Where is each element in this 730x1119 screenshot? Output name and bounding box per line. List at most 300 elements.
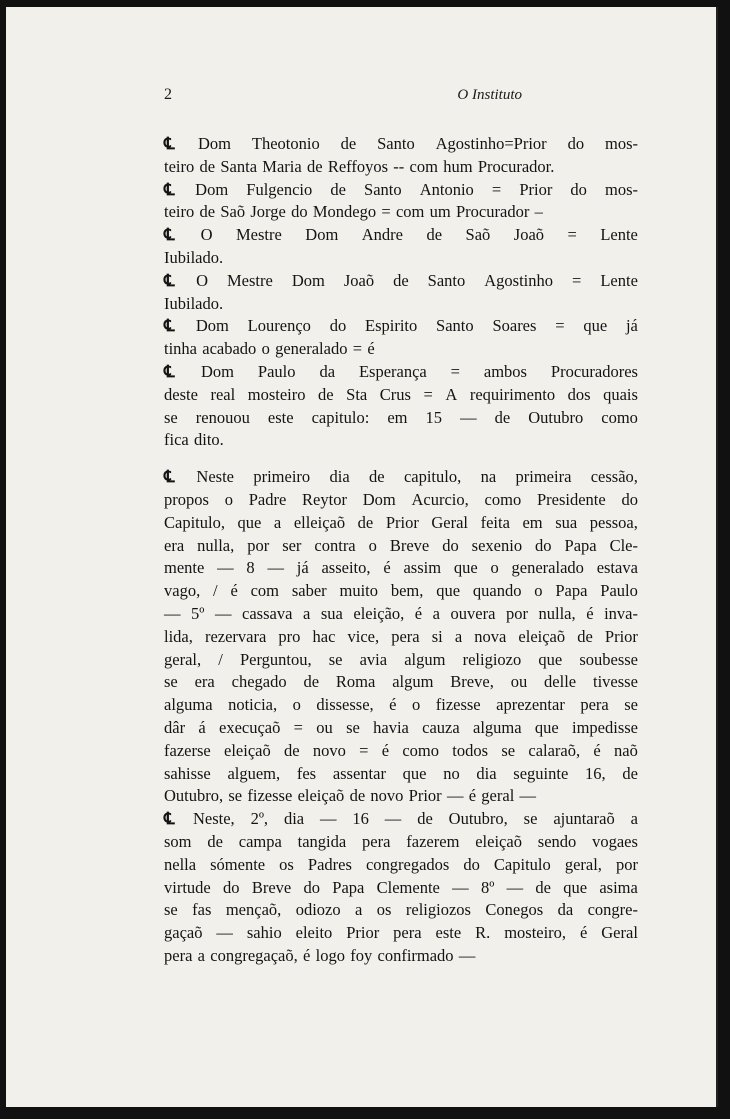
word: Espirito bbox=[365, 316, 418, 336]
word: com bbox=[409, 156, 438, 176]
word: é bbox=[383, 558, 391, 578]
word: = bbox=[293, 717, 303, 737]
word: = bbox=[450, 361, 460, 381]
pilcrow-icon: ℄ bbox=[164, 467, 175, 487]
word: deste bbox=[164, 384, 198, 404]
word: inva- bbox=[604, 603, 638, 623]
word: — bbox=[458, 945, 476, 965]
word: a bbox=[432, 603, 440, 623]
word: Santo bbox=[436, 316, 474, 336]
word: Dom bbox=[195, 316, 229, 336]
word: mente bbox=[164, 558, 205, 578]
word: Andre bbox=[361, 225, 403, 245]
word: cauza bbox=[422, 717, 460, 737]
word: real bbox=[210, 384, 236, 404]
word: na bbox=[480, 467, 497, 487]
word: = bbox=[572, 270, 582, 290]
word: um bbox=[429, 202, 451, 222]
page-number: 2 bbox=[164, 86, 172, 103]
word: asima bbox=[599, 877, 638, 897]
text-line bbox=[164, 179, 638, 202]
word: Dom bbox=[305, 225, 339, 245]
word: Neste, bbox=[192, 809, 235, 829]
word: eleiçaõ bbox=[224, 740, 271, 760]
word: que bbox=[453, 558, 478, 578]
word: alguma bbox=[164, 695, 213, 715]
text-line bbox=[164, 247, 638, 270]
word: Iubilado. bbox=[164, 247, 224, 267]
word: novo bbox=[370, 786, 404, 806]
word: – bbox=[534, 202, 543, 222]
word: Padres bbox=[307, 854, 352, 874]
word: dito. bbox=[194, 430, 224, 450]
word: tangida bbox=[297, 831, 347, 851]
word: 16 bbox=[352, 809, 369, 829]
word: Geral bbox=[601, 923, 638, 943]
word: Agostinho bbox=[484, 270, 554, 290]
word: Lourenço bbox=[247, 316, 311, 336]
word: O bbox=[196, 270, 208, 290]
text-line bbox=[164, 899, 638, 922]
word: som bbox=[164, 831, 192, 851]
word: estava bbox=[596, 558, 638, 578]
word: / bbox=[213, 581, 218, 601]
word: Outubro, bbox=[448, 809, 508, 829]
paragraph bbox=[164, 361, 638, 452]
word: Mestre bbox=[227, 270, 273, 290]
word: requirimento bbox=[469, 384, 556, 404]
word: de bbox=[426, 225, 443, 245]
text-line bbox=[164, 877, 638, 900]
word: que bbox=[237, 512, 262, 532]
word: — bbox=[164, 603, 181, 623]
word: em bbox=[522, 512, 543, 532]
page-header bbox=[164, 86, 618, 106]
word: este bbox=[267, 407, 294, 427]
word: Prior bbox=[519, 179, 553, 199]
word: a bbox=[454, 626, 463, 646]
word: Prior bbox=[346, 923, 380, 943]
word: do bbox=[291, 202, 308, 222]
word: todos bbox=[452, 740, 489, 760]
word: Dom bbox=[201, 361, 234, 381]
word: gaçaõ bbox=[164, 923, 203, 943]
word: propos bbox=[164, 489, 209, 509]
word: asseito, bbox=[321, 558, 371, 578]
word: Dom bbox=[195, 179, 229, 199]
word: alguem, bbox=[227, 763, 281, 783]
word: Lente bbox=[600, 225, 638, 245]
word: -- bbox=[393, 156, 405, 176]
word: alguma bbox=[473, 717, 522, 737]
text-line bbox=[164, 740, 638, 763]
word: — bbox=[214, 603, 232, 623]
text-line bbox=[164, 224, 638, 247]
word: ajuntaraõ bbox=[553, 809, 615, 829]
word: naõ bbox=[614, 740, 638, 760]
word: cessão, bbox=[590, 467, 638, 487]
word: 16, bbox=[584, 763, 606, 783]
word: pera bbox=[391, 626, 420, 646]
word: primeiro bbox=[253, 467, 311, 487]
word: 8º bbox=[480, 877, 495, 897]
word: Prior bbox=[604, 626, 638, 646]
word: bem, bbox=[390, 581, 424, 601]
word: renouou bbox=[195, 407, 250, 427]
word: á bbox=[198, 717, 206, 737]
word: novo bbox=[312, 740, 346, 760]
pilcrow-icon: ℄ bbox=[164, 134, 175, 153]
word: Geral bbox=[431, 512, 469, 532]
word: no bbox=[443, 763, 460, 783]
word: dissesse, bbox=[316, 695, 374, 715]
word: como bbox=[402, 740, 440, 760]
word: é bbox=[381, 740, 390, 760]
word: assentar bbox=[332, 763, 386, 783]
text-line bbox=[164, 133, 638, 156]
word: ou bbox=[510, 672, 528, 692]
word: Iubilado. bbox=[164, 293, 224, 313]
word: geral, bbox=[564, 854, 602, 874]
paragraph-gap bbox=[164, 452, 638, 466]
word: Theotonio bbox=[251, 134, 320, 153]
word: se bbox=[164, 672, 178, 692]
word: já bbox=[625, 316, 638, 336]
word: de bbox=[199, 202, 216, 222]
word: Conegos bbox=[485, 900, 544, 920]
word: eleiçaõ bbox=[475, 831, 522, 851]
text-line bbox=[164, 945, 638, 968]
word: foy bbox=[350, 945, 373, 965]
word: assim bbox=[403, 558, 442, 578]
word: A bbox=[445, 384, 458, 404]
word: — bbox=[446, 786, 464, 806]
word: elleiçaõ bbox=[293, 512, 346, 532]
paragraph bbox=[164, 133, 638, 179]
word: sahio bbox=[246, 923, 282, 943]
pilcrow-icon: ℄ bbox=[164, 270, 175, 290]
word: ser bbox=[282, 535, 302, 555]
word: pessoa, bbox=[589, 512, 638, 532]
word: sahisse bbox=[164, 763, 211, 783]
word: Mestre bbox=[235, 225, 282, 245]
word: capitulo: bbox=[311, 407, 370, 427]
text-line bbox=[164, 338, 638, 361]
word: é bbox=[389, 695, 397, 715]
word: Breve, bbox=[450, 672, 494, 692]
word: Santo bbox=[364, 179, 402, 199]
word: em bbox=[387, 407, 408, 427]
word: pera bbox=[580, 695, 609, 715]
text-line bbox=[164, 649, 638, 672]
word: — bbox=[452, 877, 469, 897]
word: mosteiro bbox=[247, 384, 306, 404]
word: execuçaõ bbox=[219, 717, 281, 737]
word: mençaõ, bbox=[225, 900, 282, 920]
word: Clemente bbox=[376, 877, 440, 897]
text-line bbox=[164, 315, 638, 338]
word: primeira bbox=[515, 467, 572, 487]
word: Papa bbox=[332, 877, 365, 897]
word: ambos bbox=[483, 361, 527, 381]
word: Crus bbox=[379, 384, 411, 404]
word: ouvera bbox=[450, 603, 496, 623]
word: — bbox=[320, 809, 337, 829]
pilcrow-icon: ℄ bbox=[164, 361, 175, 381]
word: é bbox=[593, 740, 601, 760]
word: se bbox=[328, 649, 343, 669]
word: — bbox=[267, 558, 284, 578]
word: Breve bbox=[389, 535, 430, 555]
text-line bbox=[164, 512, 638, 535]
paragraph bbox=[164, 224, 638, 270]
word: — bbox=[519, 786, 537, 806]
word: Soares bbox=[492, 316, 537, 336]
word: Outubro, bbox=[164, 786, 224, 806]
word: teiro bbox=[164, 202, 195, 222]
word: de bbox=[330, 179, 346, 199]
word: se bbox=[164, 900, 178, 920]
word: muito bbox=[339, 581, 379, 601]
word: pera bbox=[362, 831, 391, 851]
word: Prior bbox=[408, 786, 442, 806]
text-line bbox=[164, 201, 638, 224]
word: o bbox=[534, 581, 543, 601]
word: Saõ bbox=[220, 202, 246, 222]
word: quais bbox=[603, 384, 638, 404]
text-line bbox=[164, 763, 638, 786]
word: do bbox=[303, 877, 320, 897]
word: de bbox=[622, 763, 638, 783]
word: acabado bbox=[202, 339, 257, 359]
word: o bbox=[261, 339, 270, 359]
paragraph bbox=[164, 270, 638, 316]
word: sua bbox=[320, 603, 343, 623]
word: a bbox=[630, 809, 638, 829]
word: Outubro bbox=[528, 407, 584, 427]
text-line bbox=[164, 489, 638, 512]
word: calaraõ, bbox=[528, 740, 581, 760]
word: o bbox=[292, 695, 301, 715]
word: Procuradores bbox=[550, 361, 638, 381]
word: religiozo bbox=[462, 649, 522, 669]
word: do bbox=[223, 877, 240, 897]
running-title: O Instituto bbox=[457, 87, 522, 103]
word: pera bbox=[164, 945, 193, 965]
word: Presidente bbox=[536, 489, 606, 509]
word: Reytor bbox=[302, 489, 347, 509]
text-line bbox=[164, 384, 638, 407]
word: é bbox=[414, 603, 423, 623]
word: Agostinho=Prior bbox=[435, 134, 547, 153]
word: se bbox=[228, 786, 243, 806]
word: pera bbox=[393, 923, 422, 943]
word: sómente bbox=[210, 854, 266, 874]
text-line bbox=[164, 854, 638, 877]
paragraph bbox=[164, 466, 638, 808]
word: Dom bbox=[197, 134, 231, 153]
word: virtude bbox=[164, 877, 211, 897]
word: geral bbox=[481, 786, 515, 806]
word: logo bbox=[315, 945, 345, 965]
word: por bbox=[615, 854, 638, 874]
word: nella bbox=[164, 854, 197, 874]
word: seguinte bbox=[513, 763, 569, 783]
word: que bbox=[583, 316, 608, 336]
word: Cle- bbox=[609, 535, 638, 555]
word: religiozos bbox=[405, 900, 471, 920]
paragraph bbox=[164, 808, 638, 968]
word: hum bbox=[443, 156, 473, 176]
word: Sta bbox=[346, 384, 368, 404]
word: como bbox=[484, 489, 522, 509]
word: congregaçaõ, bbox=[210, 945, 298, 965]
word: aprezentar bbox=[496, 695, 565, 715]
word: lida, bbox=[164, 626, 193, 646]
word: por bbox=[505, 603, 528, 623]
word: Procurador. bbox=[477, 156, 555, 176]
word: 8 bbox=[246, 558, 255, 578]
word: de bbox=[207, 831, 223, 851]
word: hac bbox=[312, 626, 336, 646]
word: era bbox=[194, 672, 215, 692]
word: congregados bbox=[365, 854, 450, 874]
word: por bbox=[247, 535, 270, 555]
word: de bbox=[306, 156, 323, 176]
word: saber bbox=[291, 581, 327, 601]
word: de bbox=[417, 809, 433, 829]
text-line bbox=[164, 808, 638, 831]
word: Breve bbox=[251, 877, 292, 897]
word: tinha bbox=[164, 339, 197, 359]
word: Esperança bbox=[358, 361, 427, 381]
word: mosteiro, bbox=[504, 923, 567, 943]
word: eleiçaõ bbox=[297, 786, 345, 806]
word: de bbox=[340, 134, 357, 153]
word: avia bbox=[359, 649, 388, 669]
word: Dom bbox=[362, 489, 396, 509]
word: eleito bbox=[295, 923, 333, 943]
body-text bbox=[164, 133, 638, 968]
word: Papa bbox=[555, 581, 588, 601]
word: o bbox=[224, 489, 233, 509]
word: sendo bbox=[537, 831, 577, 851]
word: era bbox=[164, 535, 185, 555]
text-line bbox=[164, 429, 638, 452]
word: = bbox=[567, 225, 577, 245]
word: Mondego bbox=[312, 202, 377, 222]
word: com bbox=[250, 581, 280, 601]
word: Prior bbox=[385, 512, 419, 532]
word: Paulo bbox=[257, 361, 296, 381]
word: quando bbox=[472, 581, 522, 601]
word: Paulo bbox=[600, 581, 638, 601]
word: da bbox=[557, 900, 574, 920]
text-line bbox=[164, 270, 638, 293]
word: noticia, bbox=[228, 695, 278, 715]
word: delle bbox=[544, 672, 577, 692]
word: vago, bbox=[164, 581, 201, 601]
word: do bbox=[442, 535, 459, 555]
word: se bbox=[346, 717, 360, 737]
word: — bbox=[506, 877, 524, 897]
word: fizesse bbox=[435, 695, 481, 715]
word: Roma bbox=[335, 672, 376, 692]
word: / bbox=[218, 649, 223, 669]
word: vogaes bbox=[592, 831, 638, 851]
word: nulla, bbox=[538, 603, 576, 623]
word: Fulgencio bbox=[246, 179, 313, 199]
word: é bbox=[230, 581, 238, 601]
text-line bbox=[164, 293, 638, 316]
word: generalado bbox=[511, 558, 584, 578]
word: 2º, bbox=[250, 809, 269, 829]
word: de bbox=[494, 407, 511, 427]
word: é bbox=[586, 603, 594, 623]
word: o bbox=[368, 535, 377, 555]
text-line bbox=[164, 535, 638, 558]
word: que bbox=[538, 649, 563, 669]
word: o bbox=[490, 558, 499, 578]
word: Procurador bbox=[456, 202, 530, 222]
word: R. bbox=[475, 923, 491, 943]
pilcrow-icon: ℄ bbox=[164, 316, 175, 336]
word: Santa bbox=[220, 156, 258, 176]
text-line bbox=[164, 557, 638, 580]
word: fizesse bbox=[247, 786, 293, 806]
word: fes bbox=[296, 763, 317, 783]
word: Neste bbox=[196, 467, 234, 487]
word: sexenio bbox=[471, 535, 523, 555]
word: a bbox=[197, 945, 205, 965]
word: de bbox=[577, 626, 593, 646]
word: de bbox=[303, 672, 320, 692]
text-line bbox=[164, 717, 638, 740]
word: 5º bbox=[191, 603, 205, 623]
word: Joaõ bbox=[513, 225, 545, 245]
pilcrow-icon: ℄ bbox=[164, 809, 175, 829]
word: — bbox=[384, 809, 402, 829]
word: dâr bbox=[164, 717, 186, 737]
word: que bbox=[402, 763, 427, 783]
word: O bbox=[200, 225, 213, 245]
word: do bbox=[621, 489, 638, 509]
word: = bbox=[381, 202, 391, 222]
word: havia bbox=[373, 717, 409, 737]
pilcrow-icon: ℄ bbox=[164, 179, 175, 199]
word: da bbox=[319, 361, 336, 381]
word: congre- bbox=[587, 900, 638, 920]
word: a bbox=[302, 603, 311, 623]
word: de bbox=[357, 512, 374, 532]
word: algum bbox=[392, 672, 434, 692]
word: os bbox=[376, 900, 392, 920]
word: fas bbox=[192, 900, 212, 920]
word: = bbox=[491, 179, 502, 199]
word: si bbox=[431, 626, 443, 646]
word: campa bbox=[238, 831, 282, 851]
word: que bbox=[436, 581, 461, 601]
text-line bbox=[164, 831, 638, 854]
text-line bbox=[164, 580, 638, 603]
word: Santo bbox=[377, 134, 415, 153]
text-line bbox=[164, 694, 638, 717]
word: Capitulo bbox=[493, 854, 551, 874]
word: — bbox=[216, 923, 233, 943]
word: se bbox=[523, 809, 538, 829]
word: Perguntou, bbox=[239, 649, 312, 669]
paragraph bbox=[164, 179, 638, 225]
